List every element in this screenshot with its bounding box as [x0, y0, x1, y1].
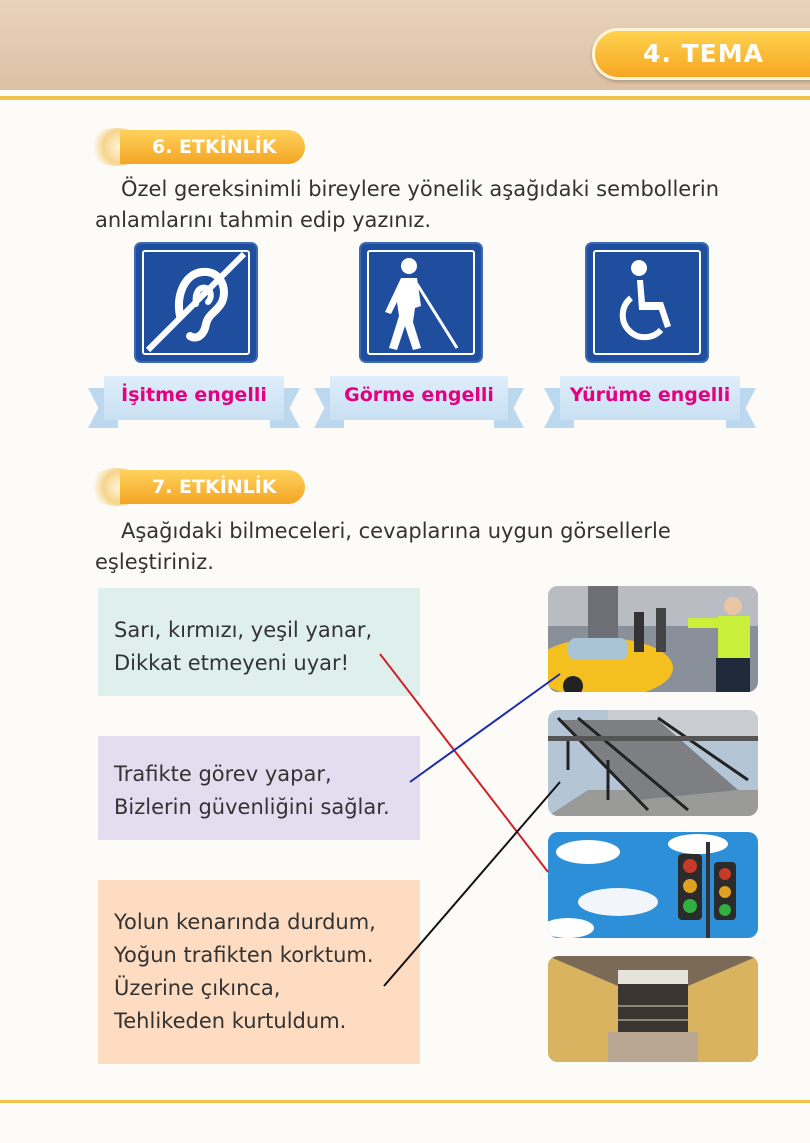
answer-visual: Görme engelli	[344, 384, 494, 406]
activity7-instruction: Aşağıdaki bilmeceleri, cevaplarına uygun görsellerle eşleştiriniz.	[95, 519, 671, 574]
activity6-title: 6. ETKİNLİK	[152, 136, 277, 158]
riddle-line: Yolun kenarında durdum,	[114, 910, 376, 934]
riddle-line: Üzerine çıkınca,	[114, 976, 281, 1000]
riddle-line: Trafikte görev yapar,	[114, 762, 332, 786]
theme-label: 4. TEMA	[643, 39, 764, 68]
match-line-3	[384, 782, 560, 986]
activity6-instruction: Özel gereksinimli bireylere yönelik aşağıdaki sembollerin anlamlarını tahmin edip yazınız.	[95, 177, 719, 232]
riddle-line: Yoğun trafikten korktum.	[114, 943, 374, 967]
activity7-title: 7. ETKİNLİK	[152, 476, 277, 498]
riddle-line: Bizlerin güvenliğini sağlar.	[114, 795, 390, 819]
riddle-line: Sarı, kırmızı, yeşil yanar,	[114, 618, 373, 642]
answer-hearing: İşitme engelli	[121, 384, 267, 406]
answer-mobility: Yürüme engelli	[569, 384, 731, 406]
match-line-1	[380, 654, 548, 872]
footer-divider	[0, 1100, 810, 1103]
match-line-2	[410, 674, 560, 782]
riddle-line: Dikkat etmeyeni uyar!	[114, 651, 350, 675]
riddle-line: Tehlikeden kurtuldum.	[114, 1009, 347, 1033]
